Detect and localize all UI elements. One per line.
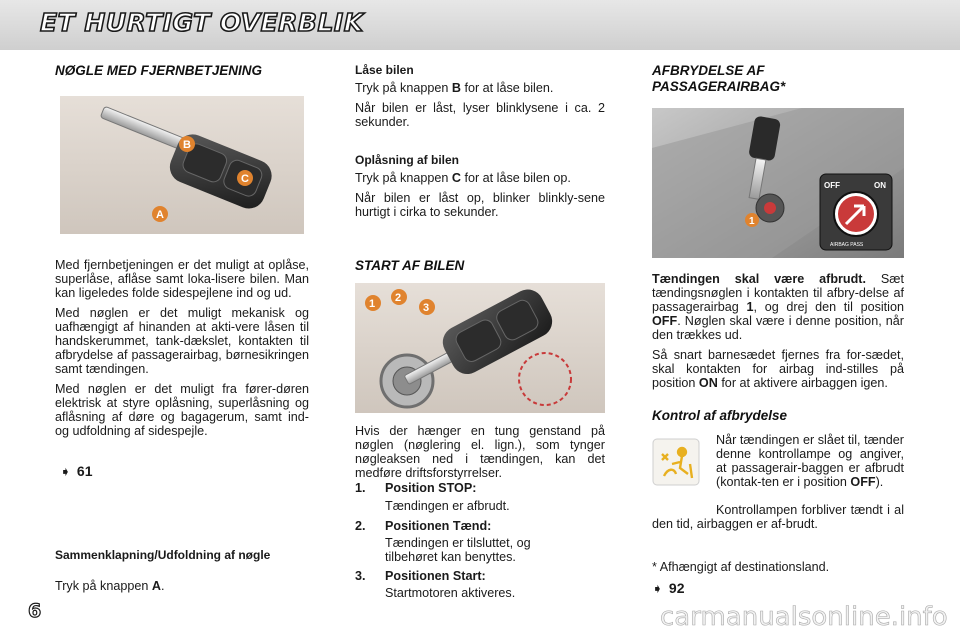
page-reference[interactable]: [652, 580, 684, 597]
key-label-b: B: [183, 139, 191, 151]
airbag-emphasis: Tændingen skal være afbrudt.: [652, 272, 867, 286]
unlock-p1-suffix: for at låse bilen op.: [464, 171, 571, 185]
unlock-text: [355, 171, 605, 225]
unlock-title: Oplåsning af bilen: [355, 153, 460, 167]
lock-paragraph-2: Når bilen er låst, lyser blinklysene i ca. 2 sekunder.: [355, 101, 605, 129]
position-description: Startmotoren aktiveres.: [385, 586, 516, 600]
footnote: * Afhængigt af destinationsland.: [652, 560, 830, 574]
page-reference[interactable]: [60, 463, 92, 480]
position-number: 2.: [355, 519, 366, 533]
lock-paragraph-1: [355, 81, 605, 95]
position-number: 1.: [355, 481, 366, 495]
page-reference-number: 61: [76, 463, 93, 479]
airbag-position-on: ON: [698, 376, 718, 390]
right-arrow-icon: ➧: [60, 465, 71, 480]
switch-on-label: ON: [874, 181, 886, 190]
right-arrow-icon: ➧: [652, 582, 663, 597]
position-label: Positionen Tænd:: [385, 519, 492, 533]
key-label-c: C: [241, 173, 249, 185]
page-title: ET HURTIGT OVERBLIK: [40, 8, 364, 37]
watermark: carmanualsonline.info: [660, 602, 948, 632]
airbag-paragraph-2: [652, 348, 904, 390]
airbag-switch-ref: 1: [746, 300, 754, 314]
fold-key-text: [55, 579, 164, 593]
airbag-switch-illustration: [652, 108, 904, 258]
control-position-off: OFF: [850, 475, 876, 489]
lock-p1-prefix: Tryk på knappen: [355, 81, 449, 95]
lock-text: [355, 81, 605, 135]
control-text-2: Kontrollampen forbliver tændt i al den tid, airbaggen er af-brudt.: [652, 503, 904, 531]
airbag-off-warning-icon: [652, 438, 700, 486]
section-title-start: START AF BILEN: [355, 258, 465, 273]
paragraph: Med nøglen er det muligt fra fører-døren elektrisk at styre oplåsning, superlåsning og aflåsning af døre og bagagerum, samt ind- og udfoldning af sidespejle.: [55, 382, 309, 438]
airbag-text-part: for at aktivere airbaggen igen.: [721, 376, 888, 390]
unlock-paragraph-1: [355, 171, 605, 185]
ignition-label-2: 2: [395, 292, 402, 304]
ignition-positions-list: [355, 479, 605, 600]
airbag-text-part: Så snart barnesædet fjernes fra for-sædet, skal kontakten for airbag ind-stilles på position: [652, 348, 904, 390]
page-number: 6: [28, 600, 42, 622]
unlock-paragraph-2: Når bilen er låst op, blinker blinkly-sene hurtigt i cirka to sekunder.: [355, 191, 605, 219]
position-label: Position STOP:: [385, 481, 477, 495]
ignition-label-3: 3: [423, 302, 430, 314]
airbag-text-part: , og drej den til position: [753, 300, 904, 314]
section-title-line: PASSAGERAIRBAG*: [652, 79, 786, 94]
paragraph: Med nøglen er det muligt mekanisk og uafhængigt af hinanden at akti-vere låsen til handskerummet, tank-dækslet, kontakten til afbrydelse af passagerairbag, børnesikringen samt tændingen.: [55, 306, 309, 376]
airbag-switch-label-1: 1: [749, 216, 755, 227]
list-item: [355, 479, 605, 493]
lock-title: Låse bilen: [355, 63, 414, 77]
remote-key-illustration: [60, 96, 304, 234]
control-text-1: [716, 433, 904, 489]
ignition-key-illustration: [355, 283, 605, 413]
paragraph: Med fjernbetjeningen er det muligt at oplåse, superlåse, aflåse samt loka-lisere bilen. Man kan ligeledes folde sidespejlene ind og ud.: [55, 258, 309, 300]
airbag-position-off: OFF: [652, 314, 678, 328]
fold-key-title: Sammenklapning/Udfoldning af nøgle: [55, 548, 271, 562]
airbag-paragraph-1: [652, 272, 904, 342]
key-label-a: A: [156, 209, 164, 221]
section-title-airbag: [652, 63, 785, 95]
airbag-text-part: Sæt tændingsnøglen i kontakten til afbry-delse af passagerairbag: [652, 272, 905, 314]
remote-key-text: [55, 258, 309, 444]
lock-p1-suffix: for at låse bilen.: [464, 81, 554, 95]
page-reference-number: 92: [668, 580, 685, 596]
switch-plate-label: AIRBAG PASS: [830, 242, 864, 248]
list-item: [355, 517, 605, 531]
position-description: Tændingen er afbrudt.: [385, 499, 510, 513]
unlock-button-letter: C: [451, 171, 461, 185]
fold-key-text-suffix: .: [160, 579, 165, 593]
position-number: 3.: [355, 569, 366, 583]
start-text: Hvis der hænger en tung genstand på nøglen (nøglering el. lign.), som tynger nøgleaksen ned i tændingen, kan det medføre driftsforstyrrelser.: [355, 424, 605, 480]
lock-button-letter: B: [451, 81, 461, 95]
section-title-line: AFBRYDELSE AF: [652, 63, 765, 78]
airbag-text-part: . Nøglen skal være i denne position, når den trækkes ud.: [652, 314, 904, 342]
unlock-p1-prefix: Tryk på knappen: [355, 171, 449, 185]
section-title-remote-key: NØGLE MED FJERNBETJENING: [55, 63, 263, 78]
control-text-part: ).: [875, 475, 884, 489]
control-text-part: Når tændingen er slået til, tænder denne kontrollampe og angiver, at passagerair-baggen er afbrudt (kontak-ten er i position: [716, 433, 904, 489]
ignition-label-1: 1: [369, 298, 376, 310]
section-title-control: Kontrol af afbrydelse: [652, 408, 788, 423]
fold-key-text-prefix: Tryk på knappen: [55, 579, 149, 593]
list-item: [355, 567, 605, 581]
position-label: Positionen Start:: [385, 569, 486, 583]
airbag-text: [652, 272, 904, 396]
position-description: Tændingen er tilsluttet, og tilbehøret kan benyttes.: [385, 536, 531, 564]
fold-key-button-letter: A: [151, 579, 161, 593]
switch-off-label: OFF: [824, 181, 840, 190]
